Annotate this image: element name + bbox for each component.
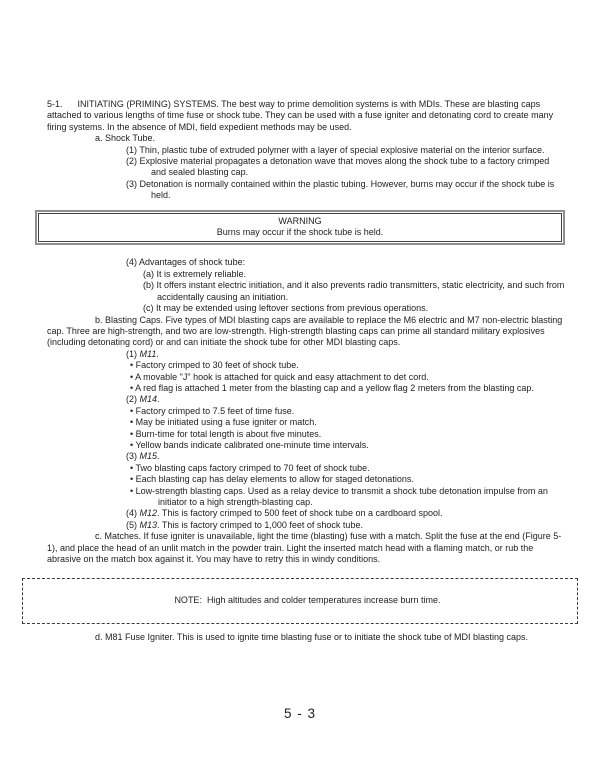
item-text: . [157,394,160,405]
list-item-m15 [126,451,565,462]
list-item-m14 [126,394,565,405]
bullet-item: • Two blasting caps factory crimped to 70 feet of shock tube. [130,462,370,473]
list-item-m13 [126,519,565,531]
item-prefix: (5) [126,519,140,530]
item-text: . [157,451,160,462]
item-text: . This is factory crimped to 1,000 feet of shock tube. [157,519,363,530]
bullet-item: • Factory crimped to 30 feet of shock tube. [130,360,299,371]
paragraph-matches: c. Matches. If fuse igniter is unavailable, light the time (blasting) fuse with a match. Split the fuse at the end (Figure 5-1), and place the head of an unlit match in the powder train. Light the inserted match head with a flaming match, or rub the abrasive on the match box against it. You may have to retry this in windy conditions. [47,531,562,565]
list-item: (c) It may be extended using leftover sections from previous operations. [143,303,429,314]
model-name: M13 [139,519,158,530]
list-item-m11 [126,348,565,360]
bullet-item: • Yellow bands indicate calibrated one-minute time intervals. [130,439,369,450]
model-name: M12 [139,508,158,519]
warning-box-inner [38,213,562,243]
list-item: (a) It is extremely reliable. [143,268,247,279]
bullet-item: • A red flag is attached 1 meter from the blasting cap and a yellow flag 2 meters from the blasting cap. [130,382,534,393]
bullet-item: • A movable "J" hook is attached for quick and easy attachment to det cord. [130,371,429,382]
item-prefix: (3) [126,451,140,462]
warning-text: Burns may occur if the shock tube is held. [216,227,384,238]
item-prefix: (4) [126,508,140,519]
page-content [47,99,565,643]
item-prefix: (1) [126,348,140,359]
list-item: (1) Thin, plastic tube of extruded polymer with a layer of special explosive material on the interior surface. [126,144,545,155]
list-item: (3) Detonation is normally contained within the plastic tubing. However, burns may occur if the shock tube is held. [126,178,557,201]
item-text: . [156,348,159,359]
bullet-item: • Factory crimped to 7.5 feet of time fuse. [130,405,295,416]
page-number: 5 - 3 [283,706,316,721]
model-name: M14 [139,394,158,405]
paragraph-initiating-systems: 5-1. INITIATING (PRIMING) SYSTEMS. The best way to prime demolition systems is with MDIs. These are blasting caps attached to various lengths of time fuse or shock tube. They can be used with a fuse igniter and detonating cord to create many firing systems. In the absence of MDI, field expedient methods may be used. [47,99,556,132]
item-text: . This is factory crimped to 500 feet of shock tube on a cardboard spool. [157,508,443,519]
list-item: (2) Explosive material propagates a detonation wave that moves along the shock tube to a factory crimped and sealed blasting cap. [126,156,552,178]
bullet-item: • Each blasting cap has delay elements to allow for staged detonations. [130,474,414,485]
paragraph-fuse-igniter: d. M81 Fuse Igniter. This is used to ignite time blasting fuse or to initiate the shock tube of MDI blasting caps. [95,631,529,642]
model-name: M11 [139,348,157,359]
list-item: (b) It offers instant electric initiation, and it also prevents radio transmitters, static electricity, and such from accidentally causing an initiation. [143,280,567,302]
paragraph-blasting-caps: b. Blasting Caps. Five types of MDI blasting caps are available to replace the M6 electric and M7 non-electric blasting cap. Three are high-strength, and two are low-strength. High-strength blasting caps can prime all standard military explosives (including detonating cord) or and can initiate the shock tube for other MDI blasting caps. [47,314,565,348]
warning-title: WARNING [278,215,322,226]
model-name: M15 [139,451,158,462]
note-box [22,578,578,623]
warning-box [35,210,565,246]
heading-shock-tube: a. Shock Tube. [95,133,156,144]
note-text: NOTE: High altitudes and colder temperatures increase burn time. [174,594,441,605]
bullet-item: • May be initiated using a fuse igniter or match. [130,417,317,428]
bullet-item: • Low-strength blasting caps. Used as a relay device to transmit a shock tube detonation impulse from an initiator to a high strength-blasting cap. [130,485,551,507]
heading-advantages: (4) Advantages of shock tube: [126,257,246,268]
bullet-item: • Burn-time for total length is about five minutes. [130,428,322,439]
list-item-m12 [126,508,565,519]
item-prefix: (2) [126,394,140,405]
